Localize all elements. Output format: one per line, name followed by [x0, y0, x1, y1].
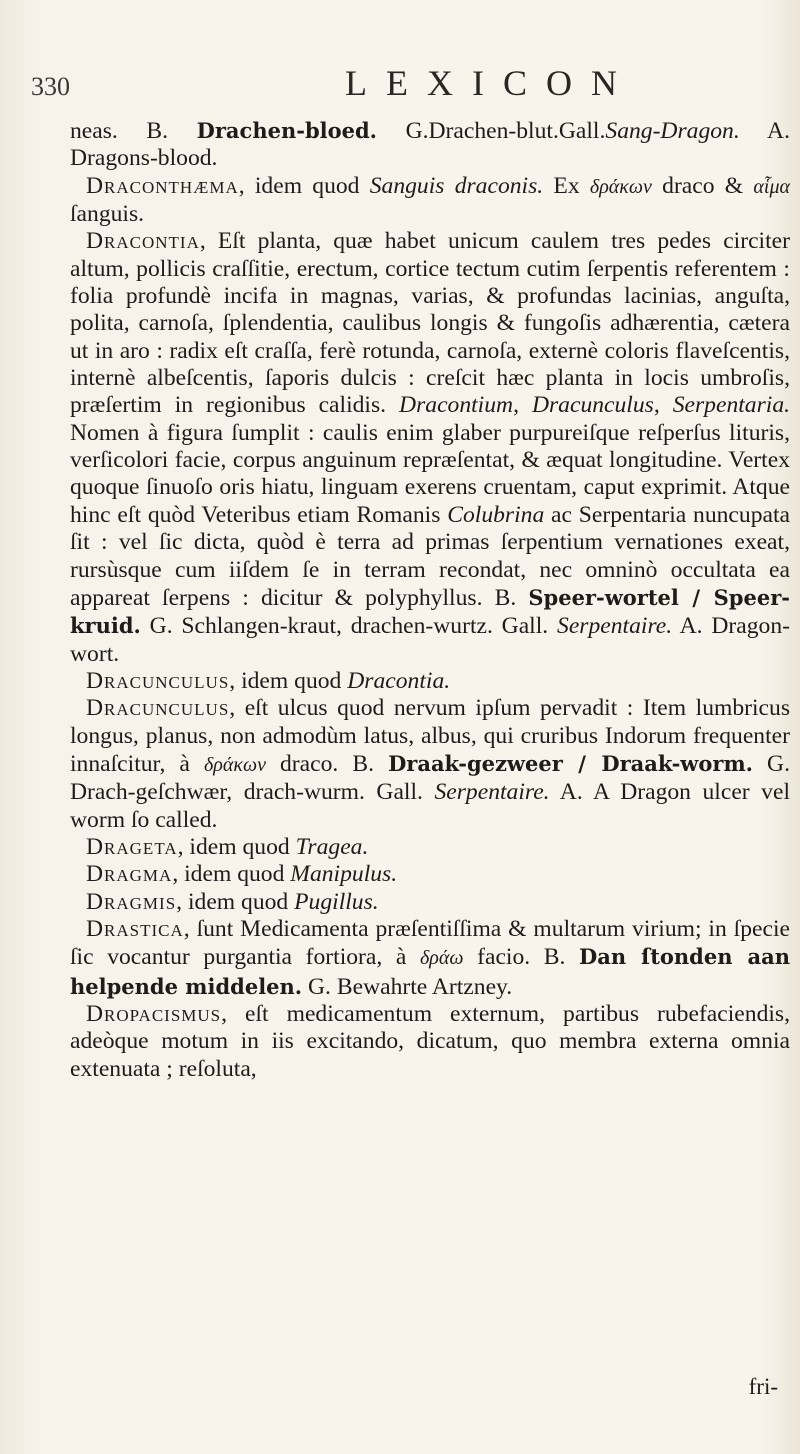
entry-text: , [653, 392, 673, 419]
dictionary-entry [70, 173, 790, 229]
entry-text: facio. B. [463, 944, 580, 971]
italic-term: Dracunculus [531, 392, 654, 419]
entry-text: ac Serpentaria nuncupata ſit : vel ſic dicta, quòd è terra ad primas ſerpentium vernationes exeat, rursùsque cum iiſdem ſe in terram recondat, nec omninò occultata ea appareat ſerpens : dicitur & polyphyllus. B. [70, 501, 791, 611]
italic-term: Pugillus. [294, 888, 379, 915]
italic-term: Dracontia. [347, 667, 451, 694]
entry-text: , idem quod [238, 172, 370, 199]
dictionary-entry [70, 228, 790, 668]
entry-text: , idem quod [229, 667, 348, 694]
entry-text: Nomen à figura ſumplit : caulis enim glaber purpureiſque reſperſus lituris, verſicolori facie, corpus anguinum repræſentat, & æquat longitudine. Vertex quoque ſinuoſo oris hiatu, linguam exerens cruentam, caput exprimit. Atque hinc eſt quòd Veteribus etiam Romanis [70, 419, 790, 528]
greek-term: δράκων [203, 753, 266, 776]
dictionary-entry [70, 668, 790, 695]
entry-text: , [513, 392, 532, 419]
headword: Dracunculus [86, 695, 230, 722]
entry-text: , idem quod [176, 888, 295, 915]
headword: Drageta [86, 833, 178, 860]
entry-text: , eſt medicamentum externum, partibus rubefaciendis, adeòque motum in iis excitando, dicatum, quo membra externa omnia extenuata ; reſoluta, [70, 1001, 790, 1082]
headword: Dragmis [86, 888, 177, 915]
greek-term: δράκων [589, 175, 652, 198]
entry-text: A. Dragons-blood. [70, 118, 790, 172]
entry-text: G.Drachen-blut.Gall. [376, 118, 606, 144]
dictionary-entry [70, 834, 790, 861]
blackletter-term: Draak-gezweer / Draak-worm. [388, 750, 753, 776]
dictionary-entry [70, 861, 790, 888]
catchword: fri- [748, 1374, 778, 1399]
blackletter-term: Drachen-bloed. [196, 118, 377, 143]
page-header [0, 62, 800, 102]
headword: Dragma [86, 861, 173, 888]
entry-text: draco & [651, 172, 754, 199]
entry-text: A. Dragon-wort. [70, 613, 790, 667]
headword: Dracontia [86, 228, 200, 255]
italic-term: Dracontium [399, 392, 514, 419]
running-title: LEXICON [345, 63, 636, 103]
body-text [70, 117, 790, 1083]
dictionary-entry [70, 117, 790, 173]
italic-term: Tragea. [295, 833, 369, 860]
entry-text: , eſt ulcus quod nervum ipſum pervadit : Item lumbricus longus, planus, non admodùm latus, albus, qui cruribus Indorum frequenter innaſcitur, à [70, 695, 790, 777]
dictionary-entry [70, 916, 790, 1001]
italic-term: Manipulus. [290, 861, 398, 888]
italic-term: Serpentaire. [434, 779, 550, 806]
dictionary-entry [70, 889, 790, 916]
entry-text: A. A Dragon ulcer vel worm ſo called. [70, 779, 790, 833]
blackletter-term: Speer-wortel / Speer-kruid. [70, 584, 790, 639]
entry-text: ſanguis. [70, 201, 145, 228]
italic-term: Colubrina [447, 501, 545, 528]
entry-text: , idem quod [172, 861, 291, 888]
dictionary-entry [70, 1001, 790, 1083]
entry-text: draco. B. [265, 750, 389, 777]
headword: Draconthæma [86, 172, 239, 199]
entry-text: , idem quod [177, 833, 296, 860]
entry-text: G. Bewahrte Artzney. [302, 973, 513, 1000]
blackletter-term: Dan ſtonden aan helpende middelen. [70, 944, 790, 999]
greek-term: αἷμα [753, 175, 790, 198]
entry-text: G. Schlangen-kraut, drachen-wurtz. Gall. [140, 613, 558, 640]
page-number: 330 [31, 72, 70, 101]
headword: Drastica [86, 915, 184, 942]
entry-text: , Eſt planta, quæ habet unicum caulem tres pedes circiter altum, pollicis craſſitie, erectum, cortice tectum cutim ſerpentis referentem : folia profundè incifa in magnas, varias, & profundas lacinias, anguſta, polita, carnoſa, ſplendentia, caulibus longis & fungoſis adhærentia, cætera ut in aro : radix eſt craſſa, ferè rotunda, carnoſa, externè coloris flaveſcentis, internè albeſcentis, ſaporis dulcis : creſcit hæc planta in locis umbroſis, præſertim in regionibus calidis. [70, 228, 790, 419]
italic-term: Serpentaire. [557, 613, 673, 640]
dictionary-entry [70, 695, 790, 834]
headword: Dracunculus [86, 667, 230, 694]
entry-text: neas. B. [70, 118, 197, 144]
entry-text: G. Drach-geſchwær, drach-wurm. Gall. [70, 750, 790, 806]
italic-term: Sang-Dragon. [605, 118, 740, 144]
italic-term: Sanguis draconis. [369, 172, 544, 199]
entry-text: , ſunt Medicamenta præſentiſſima & multarum virium; in ſpecie ſic vocantur purgantia fortiora, à [70, 915, 790, 971]
italic-term: Serpentaria. [672, 392, 791, 419]
greek-term: δράω [420, 947, 464, 970]
headword: Dropacismus [86, 1001, 222, 1027]
entry-text: Ex [543, 172, 590, 199]
